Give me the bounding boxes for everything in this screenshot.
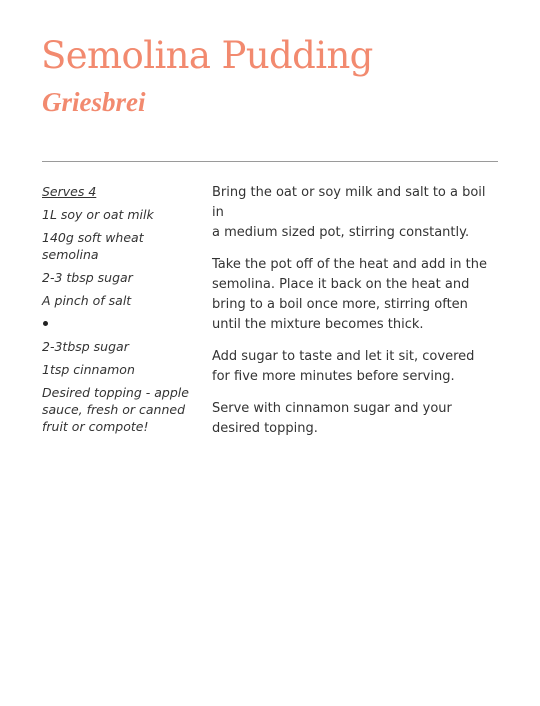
topping-ingredient-item: 1tsp cinnamon [42,362,135,377]
topping-ingredient-item: Desired topping - apple sauce, fresh or canned fruit or compote! [42,385,189,434]
ingredient-item: 140g soft wheat semolina [42,230,144,262]
bullet-dot-icon [43,321,48,326]
serves-text: Serves 4 [42,184,97,199]
instruction-step: Add sugar to taste and let it sit, covered for five more minutes before serving. [212,349,475,384]
ingredients-list [42,183,192,441]
bullet-separator [42,315,192,332]
instructions [212,183,492,451]
ingredient-item: A pinch of salt [42,293,132,308]
instruction-step: Take the pot off of the heat and add in the semolina. Place it back on the heat and bring to a boil once more, stirring often until the mixture becomes thick. [212,257,487,332]
recipe-title: Semolina Pudding [41,34,373,77]
serves-label [42,183,192,200]
ingredient-item: 2-3 tbsp sugar [42,270,133,285]
ingredient-item: 1L soy or oat milk [42,207,154,222]
instruction-step: Bring the oat or soy milk and salt to a boil in a medium sized pot, stirring constantly. [212,185,486,240]
section-divider [42,161,498,162]
topping-ingredient-item: 2-3tbsp sugar [42,339,129,354]
instruction-step: Serve with cinnamon sugar and your desired topping. [212,401,452,436]
recipe-subtitle: Griesbrei [42,87,146,117]
